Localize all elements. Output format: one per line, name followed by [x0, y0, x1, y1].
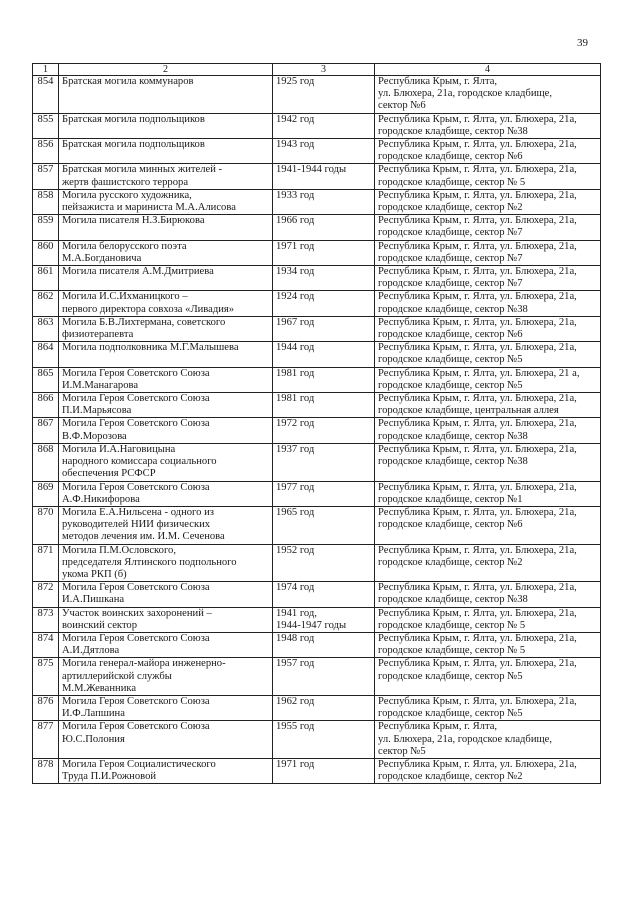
object-name-cell: Могила И.С.Ихманицкого – первого директора совхоза «Ливадия»: [59, 291, 273, 316]
year-cell: 1934 год: [273, 266, 375, 291]
year-cell: 1941-1944 годы: [273, 164, 375, 189]
year-cell: 1981 год: [273, 367, 375, 392]
table-body: [33, 76, 601, 784]
table-row: [33, 582, 601, 607]
row-number-cell: 878: [33, 758, 59, 783]
column-header-year: 3: [273, 64, 375, 76]
column-header-name: 2: [59, 64, 273, 76]
address-cell: Республика Крым, г. Ялта, ул. Блюхера, 21а, городское кладбище, сектор №38: [375, 443, 601, 481]
row-number-cell: 868: [33, 443, 59, 481]
table-row: [33, 240, 601, 265]
row-number-cell: 870: [33, 506, 59, 544]
row-number-cell: 858: [33, 189, 59, 214]
year-cell: 1942 год: [273, 113, 375, 138]
table-row: [33, 164, 601, 189]
row-number-cell: 861: [33, 266, 59, 291]
table-row: [33, 215, 601, 240]
year-cell: 1924 год: [273, 291, 375, 316]
year-cell: 1962 год: [273, 695, 375, 720]
address-cell: Республика Крым, г. Ялта, ул. Блюхера, 21а, городское кладбище, сектор № 5: [375, 607, 601, 632]
object-name-cell: Могила белорусского поэта М.А.Богдановича: [59, 240, 273, 265]
row-number-cell: 872: [33, 582, 59, 607]
year-cell: 1952 год: [273, 544, 375, 582]
address-cell: Республика Крым, г. Ялта, ул. Блюхера, 21а, городское кладбище, сектор №7: [375, 240, 601, 265]
year-cell: 1966 год: [273, 215, 375, 240]
year-cell: 1937 год: [273, 443, 375, 481]
row-number-cell: 860: [33, 240, 59, 265]
object-name-cell: Могила Е.А.Нильсена - одного из руководителей НИИ физических методов лечения им. И.М. Сеченова: [59, 506, 273, 544]
year-cell: 1955 год: [273, 721, 375, 759]
table-header: [33, 64, 601, 76]
address-cell: Республика Крым, г. Ялта, ул. Блюхера, 21а, городское кладбище, сектор №5: [375, 695, 601, 720]
row-number-cell: 866: [33, 393, 59, 418]
year-cell: 1967 год: [273, 316, 375, 341]
table-row: [33, 316, 601, 341]
row-number-cell: 871: [33, 544, 59, 582]
address-cell: Республика Крым, г. Ялта, ул. Блюхера, 21а, городское кладбище, сектор №6: [375, 506, 601, 544]
object-name-cell: Могила Героя Советского Союза А.Ф.Никифорова: [59, 481, 273, 506]
address-cell: Республика Крым, г. Ялта, ул. Блюхера, 21а, городское кладбище, сектор №6: [375, 139, 601, 164]
object-name-cell: Могила Героя Советского Союза И.Ф.Лапшина: [59, 695, 273, 720]
year-cell: 1972 год: [273, 418, 375, 443]
address-cell: Республика Крым, г. Ялта, ул. Блюхера, 21а, городское кладбище, сектор №7: [375, 266, 601, 291]
object-name-cell: Могила Б.В.Лихтермана, советского физиотерапевта: [59, 316, 273, 341]
object-name-cell: Могила Героя Советского Союза В.Ф.Морозова: [59, 418, 273, 443]
row-number-cell: 854: [33, 76, 59, 114]
object-name-cell: Могила И.А.Наговицына народного комиссара социального обеспечения РСФСР: [59, 443, 273, 481]
address-cell: Республика Крым, г. Ялта, ул. Блюхера, 21а, городское кладбище, центральная аллея: [375, 393, 601, 418]
row-number-cell: 867: [33, 418, 59, 443]
row-number-cell: 875: [33, 658, 59, 696]
table-row: [33, 139, 601, 164]
year-cell: 1971 год: [273, 240, 375, 265]
object-name-cell: Могила русского художника, пейзажиста и маринистa М.А.Алисова: [59, 189, 273, 214]
address-cell: Республика Крым, г. Ялта, ул. Блюхера, 21а, городское кладбище, сектор № 5: [375, 632, 601, 657]
address-cell: Республика Крым, г. Ялта, ул. Блюхера, 21а, городское кладбище, сектор №38: [375, 113, 601, 138]
table-row: [33, 291, 601, 316]
year-cell: 1971 год: [273, 758, 375, 783]
object-name-cell: Могила подполковника М.Г.Малышева: [59, 342, 273, 367]
object-name-cell: Могила генерал-майора инженерно- артиллерийской службы М.М.Жеванника: [59, 658, 273, 696]
table-row: [33, 76, 601, 114]
row-number-cell: 863: [33, 316, 59, 341]
address-cell: Республика Крым, г. Ялта, ул. Блюхера, 21а, городское кладбище, сектор №2: [375, 758, 601, 783]
object-name-cell: Могила Героя Советского Союза Ю.С.Полония: [59, 721, 273, 759]
table-row: [33, 695, 601, 720]
year-cell: 1977 год: [273, 481, 375, 506]
year-cell: 1925 год: [273, 76, 375, 114]
year-cell: 1981 год: [273, 393, 375, 418]
year-cell: 1957 год: [273, 658, 375, 696]
address-cell: Республика Крым, г. Ялта, ул. Блюхера, 21а, городское кладбище, сектор №38: [375, 418, 601, 443]
object-name-cell: Участок воинских захоронений – воинский сектор: [59, 607, 273, 632]
address-cell: Республика Крым, г. Ялта, ул. Блюхера, 21 а, городское кладбище, сектор №5: [375, 367, 601, 392]
object-name-cell: Могила Героя Советского Союза А.И.Дятлова: [59, 632, 273, 657]
year-cell: 1943 год: [273, 139, 375, 164]
address-cell: Республика Крым, г. Ялта, ул. Блюхера, 21а, городское кладбище, сектор №5: [375, 658, 601, 696]
object-name-cell: Могила Героя Советского Союза И.М.Манагарова: [59, 367, 273, 392]
table-row: [33, 607, 601, 632]
address-cell: Республика Крым, г. Ялта, ул. Блюхера, 21а, городское кладбище, сектор №5: [375, 342, 601, 367]
address-cell: Республика Крым, г. Ялта, ул. Блюхера, 21а, городское кладбище, сектор №1: [375, 481, 601, 506]
row-number-cell: 864: [33, 342, 59, 367]
table-row: [33, 113, 601, 138]
object-name-cell: Могила писателя А.М.Дмитриева: [59, 266, 273, 291]
year-cell: 1941 год, 1944-1947 годы: [273, 607, 375, 632]
address-cell: Республика Крым, г. Ялта, ул. Блюхера, 21а, городское кладбище, сектор №5: [375, 721, 601, 759]
object-name-cell: Братская могила подпольщиков: [59, 139, 273, 164]
row-number-cell: 873: [33, 607, 59, 632]
year-cell: 1933 год: [273, 189, 375, 214]
address-cell: Республика Крым, г. Ялта, ул. Блюхера, 21а, городское кладбище, сектор №38: [375, 582, 601, 607]
table-row: [33, 342, 601, 367]
address-cell: Республика Крым, г. Ялта, ул. Блюхера, 21а, городское кладбище, сектор №6: [375, 316, 601, 341]
year-cell: 1974 год: [273, 582, 375, 607]
object-name-cell: Могила Героя Социалистического Труда П.И.Рожновой: [59, 758, 273, 783]
table-row: [33, 393, 601, 418]
object-name-cell: Могила писателя Н.З.Бирюкова: [59, 215, 273, 240]
object-name-cell: Братская могила подпольщиков: [59, 113, 273, 138]
row-number-cell: 865: [33, 367, 59, 392]
row-number-cell: 855: [33, 113, 59, 138]
header-row: [33, 64, 601, 76]
row-number-cell: 877: [33, 721, 59, 759]
year-cell: 1944 год: [273, 342, 375, 367]
page-number: 39: [577, 37, 588, 49]
object-name-cell: Братская могила коммунаров: [59, 76, 273, 114]
table-row: [33, 266, 601, 291]
address-cell: Республика Крым, г. Ялта, ул. Блюхера, 21а, городское кладбище, сектор №7: [375, 215, 601, 240]
table-row: [33, 481, 601, 506]
address-cell: Республика Крым, г. Ялта, ул. Блюхера, 21а, городское кладбище, сектор №6: [375, 76, 601, 114]
column-header-number: 1: [33, 64, 59, 76]
table-row: [33, 544, 601, 582]
table-row: [33, 632, 601, 657]
object-name-cell: Могила Героя Советского Союза И.А.Пишкана: [59, 582, 273, 607]
row-number-cell: 862: [33, 291, 59, 316]
row-number-cell: 869: [33, 481, 59, 506]
year-cell: 1965 год: [273, 506, 375, 544]
row-number-cell: 856: [33, 139, 59, 164]
row-number-cell: 876: [33, 695, 59, 720]
table-row: [33, 758, 601, 783]
column-header-address: 4: [375, 64, 601, 76]
table-row: [33, 367, 601, 392]
row-number-cell: 874: [33, 632, 59, 657]
row-number-cell: 857: [33, 164, 59, 189]
address-cell: Республика Крым, г. Ялта, ул. Блюхера, 21а, городское кладбище, сектор №2: [375, 189, 601, 214]
object-name-cell: Могила Героя Советского Союза П.И.Марьясова: [59, 393, 273, 418]
table-row: [33, 189, 601, 214]
heritage-registry-table: [32, 63, 601, 784]
table-row: [33, 658, 601, 696]
table-row: [33, 721, 601, 759]
table-row: [33, 418, 601, 443]
object-name-cell: Могила П.М.Ословского, председателя Ялтинского подпольного укома РКП (б): [59, 544, 273, 582]
address-cell: Республика Крым, г. Ялта, ул. Блюхера, 21а, городское кладбище, сектор №38: [375, 291, 601, 316]
address-cell: Республика Крым, г. Ялта, ул. Блюхера, 21а, городское кладбище, сектор № 5: [375, 164, 601, 189]
address-cell: Республика Крым, г. Ялта, ул. Блюхера, 21а, городское кладбище, сектор №2: [375, 544, 601, 582]
table-row: [33, 506, 601, 544]
table-row: [33, 443, 601, 481]
object-name-cell: Братская могила минных жителей - жертв фашистского террора: [59, 164, 273, 189]
row-number-cell: 859: [33, 215, 59, 240]
year-cell: 1948 год: [273, 632, 375, 657]
